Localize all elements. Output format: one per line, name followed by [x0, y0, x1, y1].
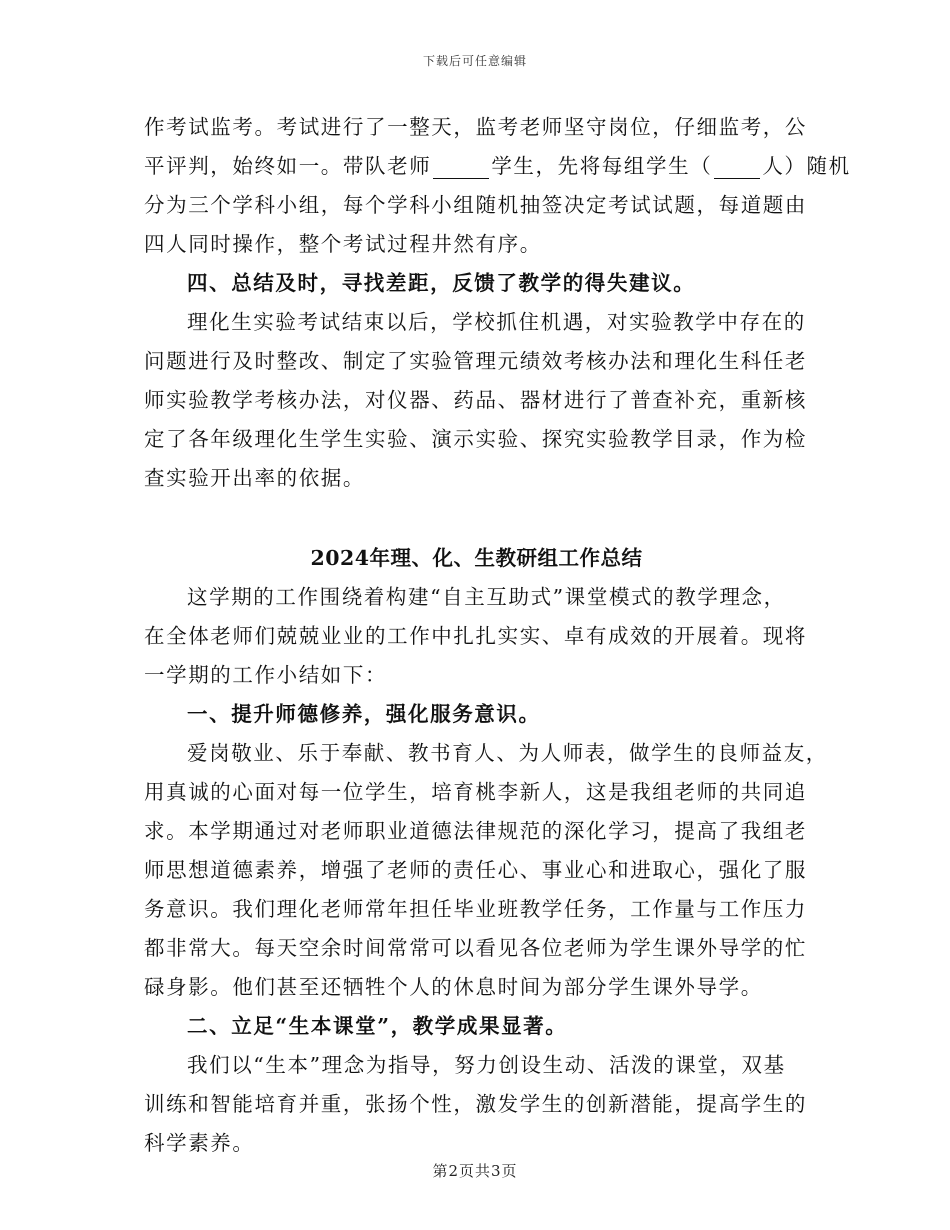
exam-paragraph — [144, 108, 851, 264]
blank-underline — [433, 156, 489, 179]
text-segment: 人）随机 — [762, 154, 851, 178]
page-header: 下载后可任意编辑 — [422, 54, 527, 68]
section-heading: 二、立足“生本课堂”，教学成果显著。 — [187, 1014, 568, 1038]
section-heading: 一、提升师德修养，强化服务意识。 — [187, 702, 541, 726]
document-title: 2024年理、化、生教研组工作总结 — [310, 546, 643, 570]
paragraph-line: 训练和智能培育并重，张扬个性，激发学生的创新潜能，提高学生的 — [144, 1092, 807, 1116]
paragraph-line: 定了各年级理化生学生实验、演示实验、探究实验教学目录，作为检 — [144, 427, 807, 451]
paragraph-line: 理化生实验考试结束以后，学校抓住机遇，对实验教学中存在的 — [187, 310, 806, 334]
paragraph-line: 查实验开出率的依据。 — [144, 466, 365, 490]
paragraph-line: 用真诚的心面对每一位学生，培育桃李新人，这是我组老师的共同追 — [144, 780, 807, 804]
page-footer: 第2页共3页 — [432, 1162, 518, 1180]
section-paragraph — [144, 303, 809, 498]
paragraph-line: 求。本学期通过对老师职业道德法律规范的深化学习，提高了我组老 — [144, 819, 807, 843]
paragraph-line: 一学期的工作小结如下： — [144, 663, 388, 687]
text-segment: 学生，先将每组学生（ — [491, 154, 713, 178]
text-segment: 平评判，始终如一。带队老师 — [144, 154, 432, 178]
document-body — [144, 108, 851, 1163]
paragraph-line: 碌身影。他们甚至还牺牲个人的休息时间为部分学生课外导学。 — [144, 975, 763, 999]
paragraph-line: 作考试监考。考试进行了一整天，监考老师坚守岗位，仔细监考，公 — [144, 115, 807, 139]
paragraph-line: 分为三个学科小组，每个学科小组随机抽签决定考试试题，每道题由 — [144, 193, 807, 217]
paragraph-line: 师实验教学考核办法，对仪器、药品、器材进行了普查补充，重新核 — [144, 388, 807, 412]
paragraph-line — [144, 147, 851, 186]
paragraph-line: 都非常大。每天空余时间常常可以看见各位老师为学生课外导学的忙 — [144, 936, 807, 960]
paragraph-line: 师思想道德素养，增强了老师的责任心、事业心和进取心，强化了服 — [144, 858, 807, 882]
blank-underline — [714, 156, 760, 179]
paragraph-line: 爱岗敬业、乐于奉献、教书育人、为人师表，做学生的良师益友， — [187, 741, 828, 765]
section-gap — [144, 498, 809, 539]
paragraph-line: 问题进行及时整改、制定了实验管理元绩效考核办法和理化生科任老 — [144, 349, 807, 373]
section-heading: 四、总结及时，寻找差距，反馈了教学的得失建议。 — [187, 271, 696, 295]
paragraph-line: 这学期的工作围绕着构建“自主互助式”课堂模式的教学理念， — [187, 585, 786, 609]
paragraph-line: 务意识。我们理化老师常年担任毕业班教学任务，工作量与工作压力 — [144, 897, 807, 921]
paragraph-line: 科学素养。 — [144, 1131, 255, 1155]
section-paragraph — [144, 734, 828, 1007]
paragraph-line: 四人同时操作，整个考试过程井然有序。 — [144, 232, 542, 256]
section-paragraph — [144, 1046, 809, 1163]
paragraph-line: 我们以“生本”理念为指导，努力创设生动、活泼的课堂，双基 — [187, 1053, 786, 1077]
intro-paragraph — [144, 578, 809, 695]
paragraph-line: 在全体老师们兢兢业业的工作中扎扎实实、卓有成效的开展着。现将 — [144, 624, 807, 648]
